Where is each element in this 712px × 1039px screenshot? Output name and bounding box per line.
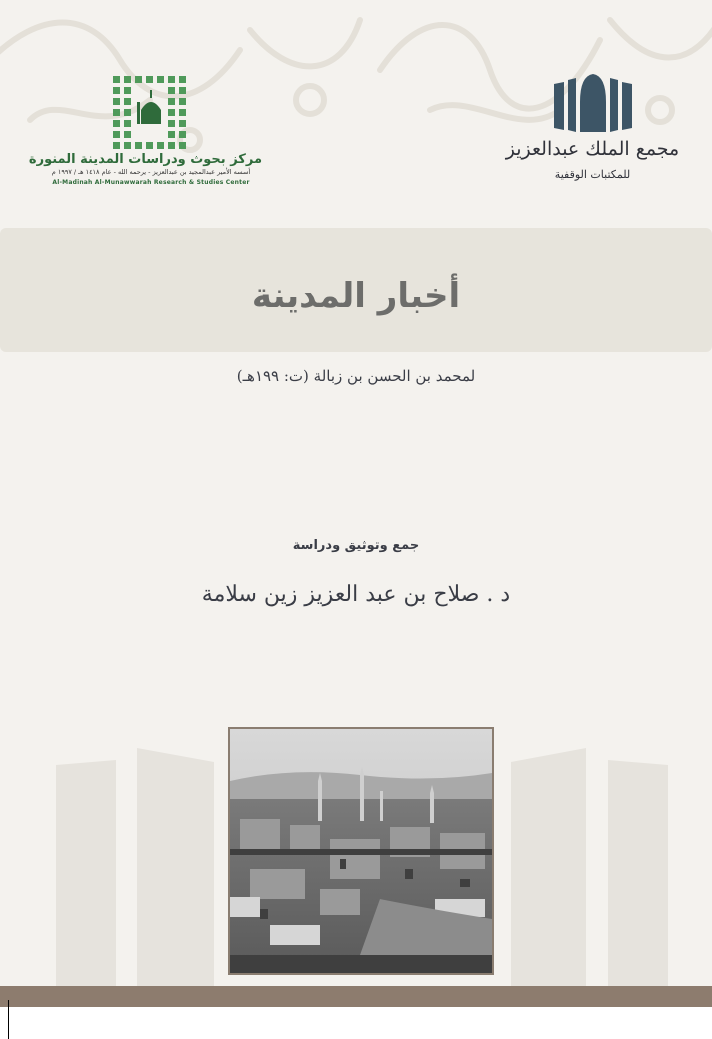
crop-mark <box>8 1000 9 1039</box>
book-author: لمحمد بن الحسن بن زبالة (ت: ١٩٩هـ) <box>236 367 476 385</box>
editor-name: د . صلاح بن عبد العزيز زين سلامة <box>201 582 511 607</box>
research-center-name: مركز بحوث ودراسات المدينة المنورة <box>28 152 262 167</box>
research-center-subtitle: أسسه الأمير عبدالمجيد بن عبدالعزيز - يرحمه الله - عام ١٤١٨ هـ / ١٩٩٧ م <box>51 168 251 176</box>
mosque-dome-icon <box>113 76 189 152</box>
complex-name: مجمع الملك عبدالعزيز <box>505 138 680 160</box>
old-city-photo-icon <box>230 729 492 973</box>
book-title: أخبار المدينة <box>251 276 461 316</box>
library-arch-icon <box>550 72 636 134</box>
king-abdulaziz-complex-logo <box>505 72 680 202</box>
old-city-photo-frame <box>228 727 494 975</box>
bottom-bar <box>0 986 712 1007</box>
research-center-english-name: Al-Madinah Al-Munawwarah Research & Studies Center <box>52 179 250 186</box>
compile-label: جمع وتوثيق ودراسة <box>292 538 420 553</box>
complex-subtitle: للمكتبات الوقفية <box>554 168 631 181</box>
research-center-logo <box>28 70 270 195</box>
bottom-strip <box>0 1007 712 1039</box>
